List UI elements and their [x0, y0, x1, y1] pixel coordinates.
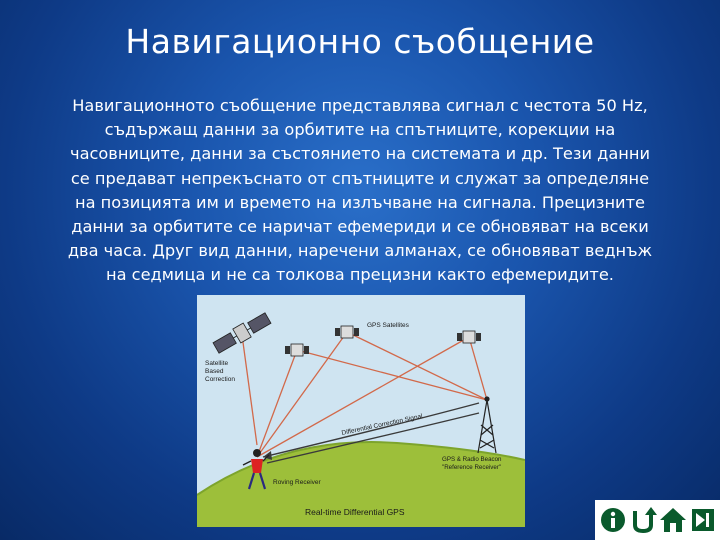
slide-title: Навигационно съобщение	[125, 22, 595, 61]
body-line: на позицията им и времето на излъчване на сигнала. Прецизните	[75, 192, 645, 212]
body-line: съдържащ данни за орбитите на спътниците, корекции на	[104, 120, 616, 140]
sbc-label-line: Satellite	[205, 360, 229, 367]
body-line: данни за орбитите се наричат ефемериди и се обновяват на всеки	[71, 217, 649, 237]
sbc-label-line: Correction	[205, 376, 235, 383]
roving-receiver-label: Roving Receiver	[273, 479, 321, 486]
return-arrow-icon	[629, 505, 657, 535]
return-button[interactable]	[629, 505, 657, 535]
gps-satellites-label: GPS Satellites	[367, 322, 409, 329]
body-line: се предават непрекъснато от спътниците и служат за определяне	[70, 168, 650, 188]
info-icon	[599, 505, 627, 535]
correction-signal-label: Differential Correction Signal	[340, 412, 424, 437]
end-button[interactable]	[689, 505, 717, 535]
radio-beacon-tower-icon	[478, 397, 496, 453]
beacon-label-line: "Reference Receiver"	[442, 464, 502, 471]
info-button[interactable]	[599, 505, 627, 535]
body-line: два часа. Друг вид данни, наречени алманах, се обновяват веднъж	[67, 241, 653, 261]
navigation-bar	[595, 500, 720, 540]
end-icon	[689, 505, 717, 535]
gps-satellite-icon	[285, 344, 309, 356]
sbc-label-line: Based	[205, 368, 224, 375]
body-line: Навигационното съобщение представлява сигнал с честота 50 Hz,	[72, 96, 648, 115]
dgps-diagram-svg	[197, 295, 525, 527]
beacon-label-line: GPS & Radio Beacon	[442, 456, 502, 463]
satellite-signal-lines	[242, 332, 487, 457]
body-text	[38, 94, 682, 288]
diagram-caption: Real-time Differential GPS	[305, 507, 405, 517]
home-icon	[659, 505, 687, 535]
body-line: часовниците, данни за състоянието на системата и др. Тези данни	[70, 144, 650, 164]
home-button[interactable]	[659, 505, 687, 535]
dgps-diagram	[197, 295, 525, 527]
sbc-satellite-icon	[212, 311, 272, 355]
body-line: на седмица и не са толкова прецизни както ефемеридите.	[106, 265, 614, 285]
